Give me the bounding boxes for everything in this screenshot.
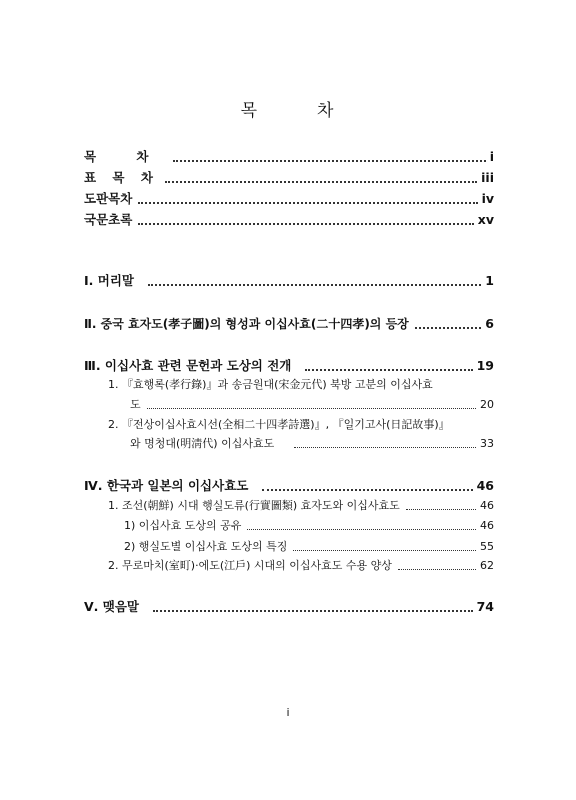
dot-leader xyxy=(406,509,476,510)
toc-label: 1) 이십사효 도상의 공유 xyxy=(124,519,242,532)
toc-chapter-5[interactable] xyxy=(84,598,494,616)
toc-page: 6 xyxy=(485,316,494,331)
toc-page: 19 xyxy=(476,358,494,373)
toc-section-4-1[interactable] xyxy=(108,497,494,515)
toc-page: 46 xyxy=(480,499,494,512)
page-number: i xyxy=(286,706,290,719)
toc-page: 1 xyxy=(485,273,494,288)
toc-page: iv xyxy=(481,191,494,206)
toc-page: 46 xyxy=(476,478,494,493)
dot-leader xyxy=(294,447,476,448)
toc-label: 2) 행실도별 이십사효 도상의 특징 xyxy=(124,540,288,553)
dot-leader xyxy=(262,489,472,491)
toc-page: 55 xyxy=(480,540,494,553)
dot-leader xyxy=(147,408,476,409)
toc-chapter-3[interactable] xyxy=(84,357,494,375)
toc-label: 국문초록 xyxy=(84,212,133,227)
dot-leader xyxy=(398,569,476,570)
title-right: 차 xyxy=(317,101,336,121)
toc-page: 20 xyxy=(480,398,494,411)
toc-front-tables[interactable] xyxy=(84,169,494,187)
toc-subsection-4-1-2[interactable] xyxy=(124,538,494,556)
toc-section-4-2[interactable] xyxy=(108,557,494,575)
dot-leader xyxy=(165,181,477,183)
toc-subsection-4-1-1[interactable] xyxy=(124,517,494,535)
toc-page: xv xyxy=(477,212,494,227)
dot-leader xyxy=(148,284,481,286)
toc-page: 62 xyxy=(480,559,494,572)
toc-chapter-4[interactable] xyxy=(84,477,494,495)
toc-page: i xyxy=(489,149,494,164)
toc-chapter-2[interactable] xyxy=(84,315,494,333)
toc-page: 74 xyxy=(476,599,494,614)
toc-front-abstract[interactable] xyxy=(84,211,494,229)
toc-label: 도 xyxy=(130,398,141,411)
page-title xyxy=(0,96,576,121)
toc-front-contents[interactable] xyxy=(84,148,494,166)
toc-section-3-1-line1[interactable] xyxy=(108,376,494,394)
toc-label: Ⅰ. 머리말 xyxy=(84,273,134,288)
toc-page: 46 xyxy=(480,519,494,532)
dot-leader xyxy=(305,369,472,371)
toc-label: Ⅱ. 중국 효자도(孝子圖)의 형성과 이십사효(二十四孝)의 등장 xyxy=(84,317,409,331)
toc-page: 33 xyxy=(480,437,494,450)
dot-leader xyxy=(138,223,473,225)
title-left: 목 xyxy=(240,101,259,121)
toc-label: 2. 무로마치(室町)·에도(江戶) 시대의 이십사효도 수용 양상 xyxy=(108,559,392,572)
toc-label: 1. 조선(朝鮮) 시대 행실도류(行實圖類) 효자도와 이십사효도 xyxy=(108,499,400,512)
toc-label: 와 명청대(明淸代) 이십사효도 xyxy=(130,437,275,450)
dot-leader xyxy=(415,327,482,329)
dot-leader xyxy=(247,529,476,530)
toc-label: 2. 『전상이십사효시선(全相二十四孝詩選)』, 『일기고사(日記故事)』 xyxy=(108,418,450,431)
dot-leader xyxy=(153,610,473,612)
toc-section-3-1-line2[interactable] xyxy=(130,396,494,414)
toc-label: 도판목차 xyxy=(84,191,133,206)
dot-leader xyxy=(173,160,486,162)
toc-label: Ⅴ. 맺음말 xyxy=(84,599,139,614)
toc-label: 목 차 xyxy=(84,149,167,164)
toc-section-3-2-line1[interactable] xyxy=(108,416,494,434)
dot-leader xyxy=(138,202,477,204)
toc-front-figures[interactable] xyxy=(84,190,494,208)
toc-label: Ⅲ. 이십사효 관련 문헌과 도상의 전개 xyxy=(84,358,292,373)
toc-chapter-1[interactable] xyxy=(84,272,494,290)
toc-label: 표 목 차 xyxy=(84,170,159,185)
toc-label: Ⅳ. 한국과 일본의 이십사효도 xyxy=(84,478,249,493)
toc-section-3-2-line2[interactable] xyxy=(130,435,494,453)
toc-page: iii xyxy=(481,170,494,185)
toc-label: 1. 『효행록(孝行錄)』과 송금원대(宋金元代) 북방 고분의 이십사효 xyxy=(108,378,433,391)
dot-leader xyxy=(293,550,476,551)
